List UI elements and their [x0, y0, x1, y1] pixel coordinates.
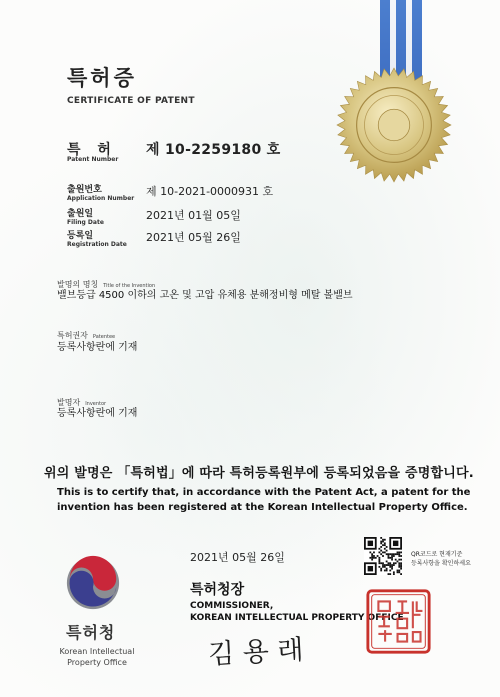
commissioner-signature: 김 용 래 [207, 634, 305, 671]
patent-number-label: 특 허 [67, 142, 117, 158]
certification-statement-en-line2: invention has been registered at the Korean Intellectual Property Office. [57, 502, 468, 513]
inventor-value: 등록사항란에 기재 [57, 408, 138, 419]
registration-date-label: 등록일 [67, 231, 94, 241]
qr-note-line1: QR코드로 현재기준 [411, 551, 463, 558]
application-number-label-en: Application Number [67, 195, 135, 202]
commissioner-title-en-line2: KOREAN INTELLECTUAL PROPERTY OFFICE [190, 613, 404, 623]
gold-seal-icon [335, 66, 453, 184]
invention-title-label-en: Title of the Invention [103, 283, 156, 289]
office-name-en-line1: Korean Intellectual [59, 647, 135, 656]
inventor-label-en: Inventor [85, 401, 107, 407]
commissioner-title: 특허청장 [190, 582, 245, 598]
office-name-ko: 특허청 [66, 623, 116, 642]
certification-statement-ko: 위의 발명은 「특허법」에 따라 특허등록원부에 등록되었음을 증명합니다. [44, 466, 474, 481]
application-number-value: 제 10-2021-0000931 호 [146, 185, 274, 198]
qr-code-icon[interactable] [364, 537, 402, 575]
patentee-value: 등록사항란에 기재 [57, 342, 138, 353]
patent-number-label-en: Patent Number [67, 156, 119, 163]
qr-note-line2: 등록사항을 확인하세요 [411, 560, 471, 567]
invention-title-label-ko: 발명의 명칭 [57, 280, 99, 289]
application-number-label: 출원번호 [67, 185, 102, 195]
commissioner-title-en-line1: COMMISSIONER, [190, 601, 274, 611]
patent-number-value: 제 10-2259180 호 [146, 142, 281, 158]
certification-statement-en-line1: This is to certify that, in accordance with the Patent Act, a patent for the [57, 487, 471, 498]
filing-date-label-en: Filing Date [67, 219, 104, 226]
official-stamp-icon [365, 588, 432, 655]
registration-date-value: 2021년 05월 26일 [146, 231, 241, 244]
patentee-label-ko: 특허권자 [57, 331, 88, 340]
filing-date-value: 2021년 01월 05일 [146, 209, 241, 222]
patentee-label-en: Patentee [92, 334, 116, 340]
inventor-label-ko: 발명자 [57, 398, 81, 407]
certificate-title: 특허증 [67, 66, 137, 90]
office-name-en-line2: Property Office [67, 658, 127, 667]
kipo-logo-icon [64, 554, 122, 612]
registration-date-label-en: Registration Date [67, 241, 127, 248]
certificate-title-en: CERTIFICATE OF PATENT [67, 96, 195, 106]
issue-date: 2021년 05월 26일 [190, 551, 285, 564]
invention-title-value: 밸브등급 4500 이하의 고온 및 고압 유체용 분해정비형 메탈 볼밸브 [57, 290, 353, 301]
filing-date-label: 출원일 [67, 209, 94, 219]
